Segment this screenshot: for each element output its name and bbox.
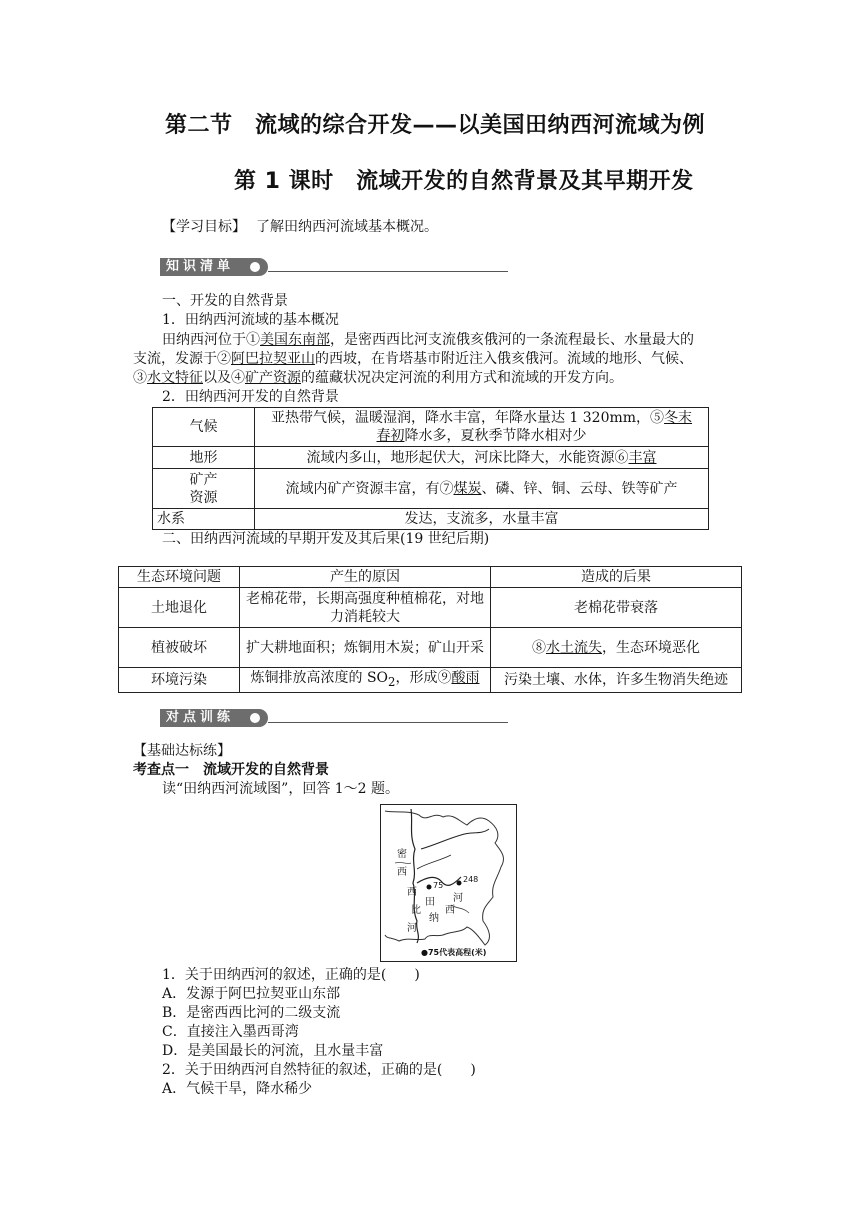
answer-blank: 煤炭 (453, 480, 482, 497)
lesson-subtitle: 第 1 课时 流域开发的自然背景及其早期开发 (234, 169, 694, 194)
text: ，生态环境恶化 (602, 639, 700, 656)
table-cell: 老棉花带，长期高强度种植棉花，对地力消耗较大 (240, 588, 491, 628)
text: 的蕴藏状况决定河流的利用方式和流域的开发方向。 (301, 370, 623, 386)
text: ，形成⑨ (395, 670, 452, 686)
practice-banner (160, 709, 510, 727)
answer-blank: 丰富 (628, 449, 657, 466)
banner-label: 知识清单 (166, 259, 235, 274)
map-label: 密 (397, 849, 407, 860)
table-row (153, 447, 709, 469)
answer-blank: 水文特征 (147, 370, 203, 386)
circle-icon (250, 262, 260, 272)
answer-blank: 春初 (376, 428, 405, 444)
table-cell: 土地退化 (119, 588, 240, 628)
row-content (255, 469, 709, 509)
table-cell: 扩大耕地面积；炼铜用木炭；矿山开采 (240, 628, 491, 668)
question-stem: 1．关于田纳西河的叙述，正确的是( ) (162, 967, 420, 983)
table-cell: 污染土壤、水体，许多生物消失绝迹 (491, 668, 742, 693)
page-title: 第二节 流域的综合开发——以美国田纳西河流域为例 (165, 113, 706, 138)
text: ③ (133, 370, 147, 386)
table-row (153, 509, 709, 530)
table-row (119, 588, 742, 628)
subheading: 1．田纳西河流域的基本概况 (162, 312, 339, 328)
map-label: 河 (453, 893, 463, 904)
text: 炼铜排放高浓度的 SO (250, 670, 389, 686)
text: 、磷、锌、铜、云母、铁等矿产 (481, 480, 678, 497)
tennessee-basin-map (380, 804, 517, 962)
circle-icon (250, 713, 260, 723)
answer-option: C．直接注入墨西哥湾 (162, 1024, 299, 1040)
answer-blank: 酸雨 (451, 670, 480, 686)
table-header-row (119, 567, 742, 588)
text: 流域内矿产资源丰富，有⑦ (285, 480, 454, 497)
subheading: 2．田纳西河开发的自然背景 (162, 389, 339, 405)
objective-label: 【学习目标】 (162, 219, 246, 235)
map-label: 西 (407, 887, 417, 898)
answer-option: D．是美国最长的河流，且水量丰富 (162, 1043, 384, 1059)
answer-option: A．发源于阿巴拉契亚山东部 (162, 986, 341, 1002)
question-stem: 2．关于田纳西河自然特征的叙述，正确的是( ) (162, 1062, 476, 1078)
text: 以及④ (203, 370, 245, 386)
table-row (119, 668, 742, 693)
table-row (153, 469, 709, 509)
paragraph-line (133, 350, 693, 369)
section-heading: 二、田纳西河流域的早期开发及其后果(19 世纪后期) (162, 531, 490, 547)
row-label: 地形 (153, 447, 255, 469)
learning-objective (162, 218, 438, 237)
row-content (255, 408, 709, 447)
answer-option: A．气候干旱，降水稀少 (162, 1081, 313, 1097)
text: 支流，发源于② (133, 351, 231, 367)
text: 流域内多山，地形起伏大，河床比降大，水能资源⑥ (306, 449, 629, 466)
section-heading: 一、开发的自然背景 (162, 293, 288, 309)
text: 田纳西河位于① (162, 332, 260, 348)
answer-blank: 阿巴拉契亚山 (231, 351, 315, 367)
row-content (255, 447, 709, 469)
banner-label: 对点训练 (166, 710, 235, 725)
text: ⑧ (532, 639, 546, 656)
table-cell: 环境污染 (119, 668, 240, 693)
answer-blank: 冬末 (664, 410, 693, 426)
paragraph-line (133, 369, 623, 388)
text: 亚热带气候，温暖湿润，降水丰富，年降水量达 1 320mm，⑤ (270, 410, 665, 426)
answer-option: B．是密西西比河的二级支流 (162, 1005, 341, 1021)
subscript: 2 (388, 674, 396, 689)
row-label: 水系 (153, 509, 255, 530)
map-legend: ●75代表高程(米) (421, 948, 487, 957)
map-drawing (381, 805, 516, 961)
elevation-label: 248 (463, 875, 479, 884)
elevation-label: 75 (433, 881, 444, 890)
text: 矿产 (189, 471, 218, 488)
text: 资源 (189, 489, 218, 506)
table-cell (240, 668, 491, 693)
assessment-point: 考查点一 流域开发的自然背景 (133, 762, 329, 778)
map-label: 河 (407, 923, 417, 934)
column-header: 生态环境问题 (119, 567, 240, 588)
objective-text: 了解田纳西河流域基本概况。 (256, 219, 438, 235)
table-row (153, 408, 709, 447)
answer-blank: 水土流失 (546, 639, 602, 656)
map-label: 西 (397, 867, 407, 878)
map-label: 比 (411, 905, 421, 916)
practice-level: 【基础达标练】 (133, 743, 231, 759)
text: 降水多，夏秋季节降水相对少 (404, 428, 587, 444)
answer-blank: 矿产资源 (245, 370, 301, 386)
knowledge-list-banner (160, 258, 510, 276)
map-label: 西 (445, 905, 455, 916)
table-cell (491, 628, 742, 668)
column-header: 产生的原因 (240, 567, 491, 588)
map-label: 田 (425, 897, 435, 908)
answer-blank: 美国东南部 (260, 332, 330, 348)
early-development-table (118, 566, 742, 693)
column-header: 造成的后果 (491, 567, 742, 588)
row-label: 气候 (153, 408, 255, 447)
table-cell: 老棉花带衰落 (491, 588, 742, 628)
table-row (119, 628, 742, 668)
map-label: 纳 (429, 913, 439, 924)
row-label (153, 469, 255, 509)
text: 的西坡，在肯塔基市附近注入俄亥俄河。流域的地形、气候、 (315, 351, 693, 367)
instruction: 读“田纳西河流域图”，回答 1～2 题。 (162, 781, 400, 797)
paragraph-line (162, 331, 694, 350)
row-content: 发达，支流多，水量丰富 (255, 509, 709, 530)
table-cell: 植被破坏 (119, 628, 240, 668)
natural-background-table (152, 407, 709, 530)
text: ，是密西西比河支流俄亥俄河的一条流程最长、水量最大的 (330, 332, 694, 348)
